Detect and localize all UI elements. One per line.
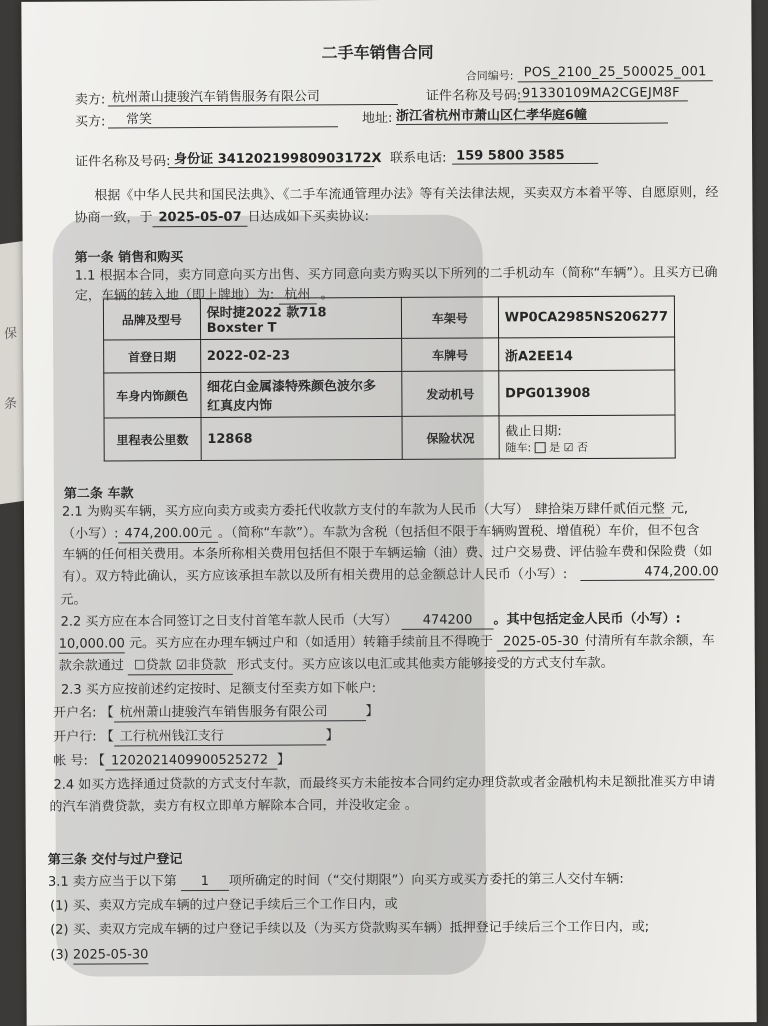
vehicle-table bbox=[103, 296, 676, 462]
article-2-2-line-2 bbox=[59, 632, 715, 653]
article-text: 付清所有车款余额，车 bbox=[584, 633, 715, 649]
yes-label: 是 bbox=[549, 440, 561, 454]
amount-in-words: 肆拾柒万肆仟贰佰元整 bbox=[529, 501, 671, 520]
article-text: 元, bbox=[670, 501, 688, 517]
article-text: 2.1 为购买车辆，买方应向卖方或卖方委托代收款方支付的车款为人民币（大写） bbox=[61, 502, 529, 520]
brand-value bbox=[200, 297, 402, 339]
buyer-name: 常笑 bbox=[125, 112, 152, 128]
color-label: 车身内饰颜色 bbox=[104, 372, 201, 418]
preamble-text: 协商一致，于 bbox=[74, 210, 153, 226]
seller-label: 卖方: bbox=[74, 92, 106, 108]
preamble-text: 日达成如下买卖协议: bbox=[247, 209, 370, 225]
contract-no-label: 合同编号: bbox=[465, 69, 514, 83]
article-text: 形式支付。买方应该以电汇或其他卖方能够接受的方式支付车款。 bbox=[236, 655, 614, 673]
color-line: 红真皮内饰 bbox=[207, 398, 273, 414]
contract-title: 二手车销售合同 bbox=[321, 42, 434, 63]
article-1-1-line-2: 定，车辆的转入地（即上牌地）为: 杭州 。 bbox=[74, 287, 334, 304]
insurance-value bbox=[499, 415, 675, 459]
color-value bbox=[200, 371, 402, 417]
loan-checkbox[interactable]: ☐贷款 bbox=[133, 658, 172, 674]
vin-value: WP0CA2985NS206277 bbox=[498, 296, 674, 338]
background-text: 条 bbox=[4, 395, 18, 413]
mileage-value: 12868 bbox=[201, 416, 403, 460]
amount-in-numbers: 474,200.00元 bbox=[118, 525, 218, 544]
plate-label: 车牌号 bbox=[402, 338, 499, 372]
article-text: 2.2 买方应在本合同签订之日支付首笔车款人民币（大写） bbox=[60, 612, 398, 630]
article-2-2-line-3 bbox=[59, 655, 614, 676]
article-text: 项所确定的时间（“交付期限”）向买方或买方委托的第三人交付车辆: bbox=[228, 871, 624, 889]
buyer-address: 浙江省杭州市萧山区仁孝华庭6幢 bbox=[395, 107, 588, 124]
vin-label: 车架号 bbox=[401, 297, 498, 339]
buyer-phone: 159 5800 3585 bbox=[456, 148, 565, 164]
color-line: 细花白金属漆特殊颜色波尔多 bbox=[206, 379, 377, 395]
payment-deadline: 2025-05-30 bbox=[497, 633, 585, 651]
first-payment: 474200 bbox=[401, 611, 493, 629]
total-amount: 474,200.00 bbox=[644, 564, 719, 580]
article-2-3: 2.3 买方应按前述约定按时、足额支付至卖方如下帐户: bbox=[60, 681, 377, 698]
insurance-label: 保险状况 bbox=[402, 416, 499, 460]
buyer-label: 买方: bbox=[74, 114, 106, 130]
table-row bbox=[104, 370, 675, 418]
account-name-row: 开户名: 【 杭州萧山捷骏汽车销售服务有限公司 】 bbox=[53, 704, 379, 721]
bank-name: 工行杭州钱江支行 bbox=[114, 727, 326, 746]
seller-id: 91330109MA2CGEJM8F bbox=[521, 85, 680, 102]
payment-method bbox=[128, 657, 233, 676]
article-3-option-1: (1) 买、卖双方完成车辆的过户登记手续后三个工作日内，或 bbox=[50, 896, 398, 914]
checkbox-unchecked-icon[interactable] bbox=[535, 442, 546, 453]
delivery-date: 2025-05-30 bbox=[72, 947, 149, 963]
article-text: 款余款通过 bbox=[58, 658, 124, 674]
article-2-title: 第二条 车款 bbox=[63, 486, 134, 502]
brand-label: 品牌及型号 bbox=[103, 298, 200, 340]
brand-line: 保时捷2022 款718 bbox=[206, 305, 327, 321]
article-2-1-line-2 bbox=[62, 522, 699, 543]
article-2-1-line-4: 有）。双方特此确认，买方应该承担车款以及所有相关费用的总金额总计人民币（小写）: bbox=[62, 567, 568, 585]
mileage-label: 里程表公里数 bbox=[104, 417, 201, 461]
article-text: 。其中包括定金人民币（小写）: bbox=[493, 611, 681, 628]
table-row bbox=[104, 337, 675, 373]
brand-line: Boxster T bbox=[206, 320, 277, 336]
table-row bbox=[103, 296, 674, 340]
article-3-1 bbox=[48, 871, 624, 892]
bank-label: 开户行: bbox=[53, 729, 97, 745]
bank-row: 开户行: 【 工行杭州钱江支行 】 bbox=[53, 728, 339, 745]
article-3-option-2: (2) 买、卖双方完成车辆的过户登记手续以及（为买方贷款购买车辆）抵押登记手续后三个工作日内，或; bbox=[50, 919, 650, 938]
article-2-4-line-2: 的汽车消费贷款，卖方有权立即单方解除本合同，并没收定金 。 bbox=[49, 797, 418, 815]
insurance-deadline: 截止日期: bbox=[505, 423, 562, 439]
with-car-label: 随车: bbox=[505, 440, 532, 454]
insurance-with-car bbox=[505, 438, 668, 455]
preamble-line-1: 根据《中华人民共和国民法典》、《二手车流通管理办法》等有关法律法规，买卖双方本着平等、自愿原则，经 bbox=[94, 185, 719, 204]
delivery-item-no: 1 bbox=[181, 873, 229, 891]
reg-date-label: 首登日期 bbox=[104, 339, 201, 373]
account-no-label: 帐 号: bbox=[53, 753, 88, 769]
agreement-date: 2025-05-07 bbox=[152, 209, 247, 227]
account-no-row: 帐 号: 【 1202021409900525272 】 bbox=[53, 752, 291, 769]
contract-no: POS_2100_25_500025_001 bbox=[518, 63, 713, 82]
article-text: （小写）: bbox=[62, 526, 119, 542]
transfer-city: 杭州 bbox=[278, 286, 316, 304]
background-text: 保 bbox=[4, 325, 18, 343]
seller-id-label: 证件名称及号码: bbox=[425, 88, 522, 104]
address-label: 地址: bbox=[361, 110, 393, 127]
contract-page bbox=[21, 0, 756, 1026]
account-no: 1202021409900525272 bbox=[105, 752, 277, 771]
article-text: 3.1 卖方应当于以下第 bbox=[47, 874, 177, 890]
article-2-1-line-1 bbox=[62, 500, 688, 521]
article-3-option-3 bbox=[50, 946, 148, 965]
buyer-id-label: 证件名称及号码: bbox=[75, 154, 171, 170]
reg-date-value: 2022-02-23 bbox=[200, 338, 402, 372]
article-3-title: 第三条 交付与过户登记 bbox=[47, 852, 183, 868]
article-1-1-line-1: 1.1 根据本合同，卖方同意向买方出售、买方同意向卖方购买以下所列的二手机动车（简称“车辆”）。且买方已确 bbox=[74, 265, 718, 284]
deposit-amount: 10,000.00 bbox=[58, 636, 125, 652]
article-2-1-line-3: 车辆的任何相关费用。本条所称相关费用包括但不限于车辆运输（油）费、过户交易费、评估验车费和保险费（如 bbox=[62, 544, 713, 563]
article-1-title: 第一条 销售和购买 bbox=[74, 250, 184, 266]
buyer-id: 身份证 34120219980903172X bbox=[174, 151, 382, 168]
account-name: 杭州萧山捷骏汽车销售服务有限公司 bbox=[114, 703, 366, 722]
article-2-1-line-5: 元。 bbox=[60, 592, 87, 608]
phone-label: 联系电话: bbox=[390, 150, 447, 166]
article-2-2-line-1 bbox=[61, 610, 681, 631]
checkbox-checked-icon[interactable]: ☑ bbox=[563, 440, 574, 454]
non-loan-checkbox[interactable]: ☑非贷款 bbox=[175, 657, 227, 674]
article-text: 元。买方应在办理车辆过户和（如适用）转籍手续前且不得晚于 bbox=[128, 634, 494, 652]
seller-name: 杭州萧山捷骏汽车销售服务有限公司 bbox=[111, 89, 320, 106]
no-label: 否 bbox=[577, 440, 589, 454]
plate-value: 浙A2EE14 bbox=[498, 337, 674, 371]
account-name-label: 开户名: bbox=[53, 705, 97, 721]
engine-label: 发动机号 bbox=[402, 371, 499, 417]
preamble-line-2 bbox=[74, 208, 369, 228]
engine-value: DPG013908 bbox=[499, 370, 675, 416]
option-label: (3) bbox=[50, 947, 69, 963]
article-2-4-line-1: 2.4 如买方选择通过贷款的方式支付车款，而最终买方未能按本合同约定办理贷款或者金融机构未足额批准买方申请 bbox=[53, 774, 716, 793]
article-text: 定，车辆的转入地（即上牌地）为: bbox=[74, 287, 275, 304]
article-text: 。（简称“车款”）。车款为含税（包括但不限于车辆购置税、增值税）车价，但不包含 bbox=[217, 523, 700, 541]
table-row bbox=[104, 415, 675, 461]
